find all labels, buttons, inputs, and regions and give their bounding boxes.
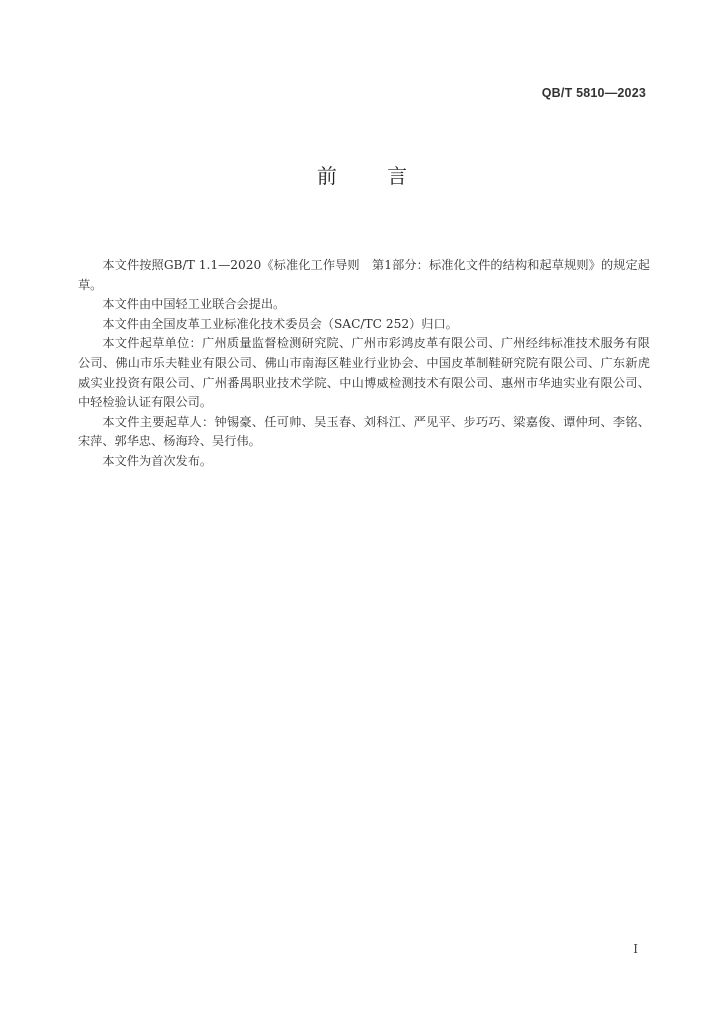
foreword-body bbox=[78, 256, 650, 472]
page-title: 前 言 bbox=[316, 164, 430, 188]
page-number: I bbox=[633, 942, 638, 956]
paragraph-committee: 本文件由全国皮革工业标准化技术委员会（SAC/TC 252）归口。 bbox=[102, 316, 458, 331]
document-code: QB/T 5810—2023 bbox=[541, 86, 646, 100]
paragraph-drafting-units: 本文件起草单位：广州质量监督检测研究院、广州市彩鸿皮革有限公司、广州经纬标准技术服务有限公司、佛山市乐夫鞋业有限公司、佛山市南海区鞋业行业协会、中国皮革制鞋研究院有限公司、广东新虎威实业投资有限公司、广州番禺职业技术学院、中山博威检测技术有限公司、惠州市华迪实业有限公司、中轻检验认证有限公司。 bbox=[78, 336, 650, 410]
paragraph-drafters: 本文件主要起草人：钟锡豪、任可帅、吴玉春、刘科江、严见平、步巧巧、梁嘉俊、谭仲珂、李铭、宋萍、郭华忠、杨海玲、吴行伟。 bbox=[78, 414, 650, 449]
paragraph-first-release: 本文件为首次发布。 bbox=[102, 453, 213, 468]
paragraph-drafting-rules: 本文件按照GB/T 1.1—2020《标准化工作导则 第1部分：标准化文件的结构和起草规则》的规定起草。 bbox=[78, 258, 650, 292]
paragraph-proposer: 本文件由中国轻工业联合会提出。 bbox=[102, 297, 286, 312]
